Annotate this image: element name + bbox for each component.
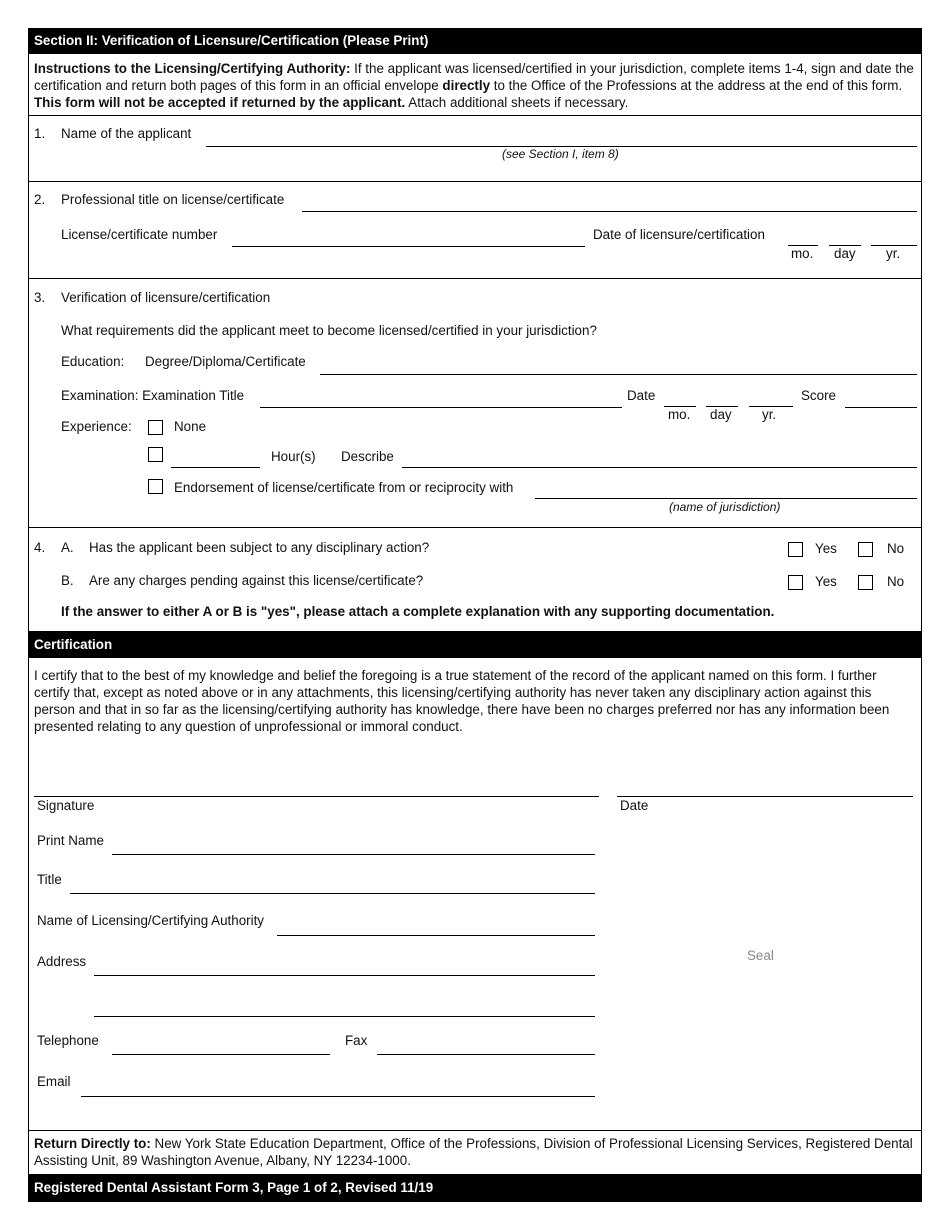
license-number-label: License/certificate number [61, 227, 218, 242]
instructions-text-2: to the Office of the Professions at the address at the end of this form. [490, 78, 903, 93]
divider [28, 115, 922, 116]
item1-number: 1. [34, 126, 46, 141]
education-field[interactable] [320, 374, 917, 375]
endorsement-checkbox[interactable] [148, 479, 163, 494]
footer-text: Registered Dental Assistant Form 3, Page 1 of 2, Revised 11/19 [34, 1180, 434, 1195]
mo-caption: mo. [668, 407, 691, 422]
yes-label: Yes [815, 541, 837, 556]
professional-title-field[interactable] [302, 211, 917, 212]
examination-label: Examination: Examination Title [61, 388, 245, 403]
exam-date-label: Date [627, 388, 656, 403]
day-caption: day [834, 246, 856, 261]
experience-none-label: None [174, 419, 207, 434]
yr-caption: yr. [886, 246, 901, 261]
instructions-warning: This form will not be accepted if returned by the applicant. [34, 95, 406, 110]
experience-label: Experience: [61, 419, 132, 434]
signature-label: Signature [37, 798, 95, 813]
instructions-text-3: Attach additional sheets if necessary. [405, 95, 629, 110]
divider [28, 1130, 922, 1131]
address-label: Address [37, 954, 87, 969]
authority-label: Name of Licensing/Certifying Authority [37, 913, 265, 928]
footer-bar [28, 1174, 922, 1202]
return-info-lead: Return Directly to: [34, 1136, 151, 1151]
item4-a-letter: A. [61, 540, 74, 555]
item1-hint: (see Section I, item 8) [502, 147, 619, 161]
telephone-field[interactable] [112, 1054, 330, 1055]
instructions-text-1: If the applicant was licensed/certified in your jurisdiction, complete items 1-4, sign and date the certification and return both pages of this form in an official envelope [34, 61, 914, 93]
disciplinary-yes-checkbox[interactable] [788, 542, 803, 557]
telephone-label: Telephone [37, 1033, 99, 1048]
divider [28, 278, 922, 279]
no-label: No [887, 574, 905, 589]
instructions-directly: directly [442, 78, 491, 93]
item4-number: 4. [34, 540, 46, 555]
experience-describe-field[interactable] [402, 467, 917, 468]
yes-label: Yes [815, 574, 837, 589]
professional-title-label: Professional title on license/certificate [61, 192, 285, 207]
fax-field[interactable] [377, 1054, 595, 1055]
no-label: No [887, 541, 905, 556]
describe-label: Describe [341, 449, 394, 464]
item1-label: Name of the applicant [61, 126, 192, 141]
certification-text: I certify that to the best of my knowledge and belief the foregoing is a true statement of the record of the applicant named on this form. I further certify that, except as noted above or in any attachments, this licensing/certifying authority has never taken any disciplinary action against this person and that in so far as the licensing/certifying authority has knowledge, there have been no charges preferred nor has any information been presented relating to any question of unprofessional or immoral conduct. [34, 668, 890, 734]
license-number-field[interactable] [232, 246, 585, 247]
experience-hours-checkbox[interactable] [148, 447, 163, 462]
jurisdiction-hint: (name of jurisdiction) [669, 500, 781, 514]
mo-caption: mo. [791, 246, 814, 261]
section-header-title: Section II: Verification of Licensure/Certification (Please Print) [34, 33, 429, 48]
fax-label: Fax [345, 1033, 368, 1048]
score-label: Score [801, 388, 836, 403]
hours-label: Hour(s) [271, 449, 316, 464]
return-info-address: New York State Education Department, Office of the Professions, Division of Professional Licensing Services, Registered Dental Assisting Unit, 89 Washington Avenue, Albany, NY 12234-1000. [34, 1136, 913, 1168]
certification-header [28, 631, 922, 658]
seal-placeholder: Seal [747, 948, 774, 963]
certification-date-field[interactable] [617, 796, 913, 797]
email-field[interactable] [81, 1096, 595, 1097]
disciplinary-no-checkbox[interactable] [858, 542, 873, 557]
item4-note: If the answer to either A or B is "yes", please attach a complete explanation with any supporting documentation. [61, 604, 775, 619]
charges-yes-checkbox[interactable] [788, 575, 803, 590]
instructions-lead: Instructions to the Licensing/Certifying Authority: [34, 61, 351, 76]
divider [28, 527, 922, 528]
charges-no-checkbox[interactable] [858, 575, 873, 590]
experience-none-checkbox[interactable] [148, 420, 163, 435]
item2-number: 2. [34, 192, 46, 207]
item3-label: Verification of licensure/certification [61, 290, 271, 305]
item4-b-question: Are any charges pending against this license/certificate? [89, 573, 424, 588]
item3-number: 3. [34, 290, 46, 305]
instructions [34, 60, 916, 111]
print-name-label: Print Name [37, 833, 104, 848]
endorsement-label: Endorsement of license/certificate from or reciprocity with [174, 480, 514, 495]
divider [28, 181, 922, 182]
yr-caption: yr. [762, 407, 777, 422]
item3-question: What requirements did the applicant meet to become licensed/certified in your jurisdiction? [61, 323, 597, 338]
title-label: Title [37, 872, 62, 887]
education-sub-label: Degree/Diploma/Certificate [145, 354, 306, 369]
day-caption: day [710, 407, 732, 422]
section-header [28, 28, 922, 54]
score-field[interactable] [845, 407, 917, 408]
return-info [34, 1135, 916, 1169]
certification-date-label: Date [620, 798, 649, 813]
address-field-line-2[interactable] [94, 1016, 595, 1017]
jurisdiction-field[interactable] [535, 498, 917, 499]
certification-header-title: Certification [34, 637, 113, 652]
print-name-field[interactable] [112, 854, 595, 855]
signature-field[interactable] [34, 796, 599, 797]
address-field-line-1[interactable] [94, 975, 595, 976]
email-label: Email [37, 1074, 71, 1089]
item4-b-letter: B. [61, 573, 74, 588]
title-field[interactable] [70, 893, 595, 894]
experience-hours-field[interactable] [171, 467, 260, 468]
examination-title-field[interactable] [260, 407, 622, 408]
licensure-date-label: Date of licensure/certification [593, 227, 765, 242]
item4-a-question: Has the applicant been subject to any disciplinary action? [89, 540, 430, 555]
authority-field[interactable] [277, 935, 595, 936]
education-label: Education: [61, 354, 125, 369]
